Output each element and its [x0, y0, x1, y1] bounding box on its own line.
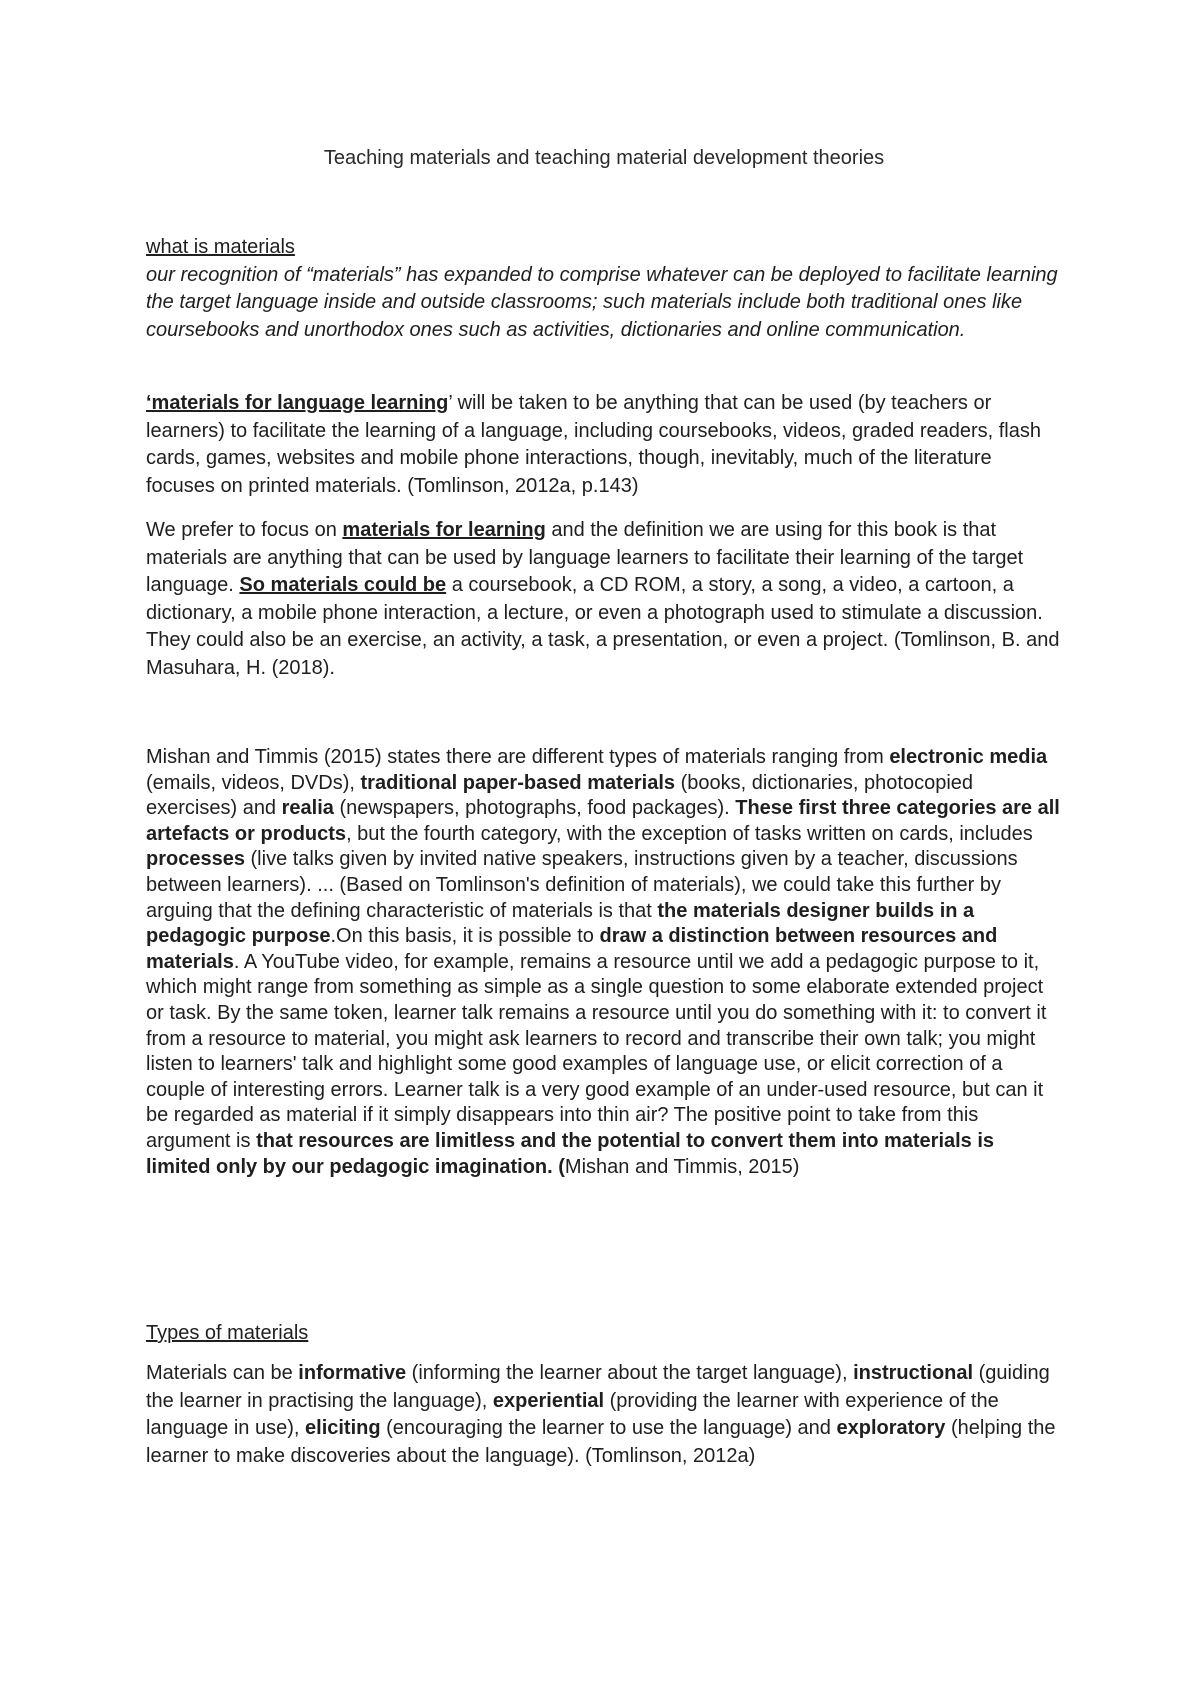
paragraph-text: .On this basis, it is possible to: [330, 925, 600, 948]
paragraph-text: (informing the learner about the target language),: [406, 1362, 854, 1384]
term-informative: informative: [298, 1362, 407, 1384]
document-title: Teaching materials and teaching material development theories: [323, 147, 885, 169]
term-electronic-media: electronic media: [889, 746, 1048, 768]
paragraph-mishan-and-timmis: [146, 745, 1061, 1180]
definition-quote: our recognition of “materials” has expanded to comprise whatever can be deployed to facilitate learning the target language inside and outside classrooms; such materials include both traditional ones like coursebooks and unorthodox ones such as activities, dictionaries and online communication.: [146, 263, 1058, 341]
paragraph-text: Mishan and Timmis (2015) states there are different types of materials ranging from: [146, 746, 890, 768]
paragraph-text: and the definition we are using for this book is that materials are anything that can be used by language learners to facilitate their learning of the target language.: [146, 519, 1024, 596]
section-what-is-materials: [146, 234, 1061, 344]
paragraph-text: (live talks given by invited native speakers, instructions given by a teacher, discussions between learners). ... (Based on Tomlinson's definition of materials), we could take this further by arguing that the defining characteristic of materials is that: [146, 848, 1018, 922]
paragraph-materials-for-learning: [146, 517, 1061, 682]
paragraph-text: (books, dictionaries, photocopied exercises) and: [146, 771, 974, 820]
paragraph-text: (newspapers, photographs, food packages).: [333, 797, 736, 820]
paragraph-text: ’ will be taken to be anything that can be used (by teachers or learners) to facilitate the learning of a language, including coursebooks, videos, graded readers, flash cards, games, websites and mobile phone interactions, though, inevitably, much of the literature focuses on printed materials. (Tomlinson, 2012a, p.143): [146, 392, 1041, 497]
term-paper-based-materials: traditional paper-based materials: [360, 771, 676, 794]
paragraph-text: Mishan and Timmis, 2015): [564, 1155, 800, 1178]
paragraph-text: (helping the learner to make discoveries about the language). (Tomlinson, 2012a): [146, 1417, 1056, 1467]
term-experiential: experiential: [492, 1389, 605, 1412]
term-instructional: instructional: [853, 1362, 974, 1384]
section-heading-types-of-materials: Types of materials: [146, 1322, 309, 1344]
section-types-of-materials: [146, 1320, 1061, 1348]
section-heading-what-is-materials: what is materials: [146, 236, 295, 258]
term-eliciting: eliciting: [305, 1417, 381, 1439]
paragraph-text: , but the fourth category, with the exception of tasks written on cards, includes: [346, 822, 1033, 845]
term-artefacts-or-products: These first three categories are all artefacts or products: [146, 797, 1060, 845]
term-materials-for-learning: materials for learning: [342, 519, 546, 541]
term-realia: realia: [281, 797, 334, 820]
paragraph-text: (encouraging the learner to use the language) and: [380, 1417, 837, 1439]
paragraph-text: (emails, videos, DVDs),: [146, 771, 361, 794]
term-materials-for-language-learning: ‘materials for language learning: [146, 392, 449, 414]
paragraph-types: [146, 1360, 1061, 1470]
paragraph-text: (guiding the learner in practising the language),: [146, 1362, 1050, 1412]
term-so-materials-could-be: So materials could be: [239, 574, 447, 596]
paragraph-text: (providing the learner with experience of the language in use),: [146, 1389, 999, 1439]
term-exploratory: exploratory: [836, 1417, 946, 1439]
paragraph-materials-for-language-learning: [146, 390, 1061, 500]
term-processes: processes: [146, 848, 245, 871]
paragraph-text: . A YouTube video, for example, remains a resource until we add a pedagogic purpose to it, which might range from something as simple as a single question to some elaborate extended project or task. By the same token, learner talk remains a resource until you do something with it: to convert it from a resource to material, you might ask learners to record and transcribe their own talk; you might listen to learners' talk and highlight some good examples of language use, or elicit correction of a couple of interesting errors. Learner talk is a very good example of an under-used resource, but can it be regarded as material if it simply disappears into thin air? The positive point to take from this argument is: [146, 950, 1047, 1152]
term-limitless-resources: that resources are limitless and the potential to convert them into materials is limited only by our pedagogic imagination. (: [146, 1129, 995, 1178]
term-resources-vs-materials: draw a distinction between resources and materials: [146, 925, 998, 973]
paragraph-text: a coursebook, a CD ROM, a story, a song, a video, a cartoon, a dictionary, a mobile phone interaction, a lecture, or even a photograph used to stimulate a discussion. They could also be an exercise, an activity, a task, a presentation, or even a project. (Tomlinson, B. and Masuhara, H. (2018).: [146, 574, 1060, 679]
term-pedagogic-purpose: the materials designer builds in a pedagogic purpose: [146, 899, 975, 948]
paragraph-text: We prefer to focus on: [146, 519, 343, 541]
paragraph-text: Materials can be: [146, 1362, 299, 1384]
